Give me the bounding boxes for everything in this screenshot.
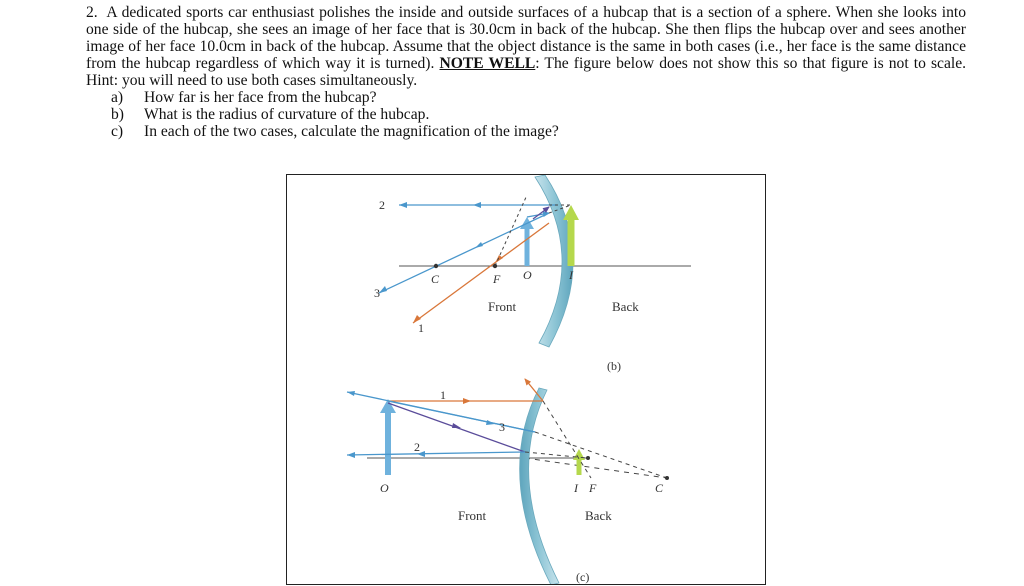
question-list — [86, 89, 966, 140]
panel-b-focal-point — [493, 264, 497, 268]
panel-c-label-o: O — [380, 481, 389, 495]
panel-b-ray-label-3: 3 — [374, 286, 380, 300]
panel-b-ray-2-arrow — [473, 202, 481, 208]
panel-b-caption: (b) — [607, 359, 621, 373]
panel-b-label-c: C — [431, 272, 440, 286]
question-label: a) — [111, 89, 124, 106]
panel-b-front-label: Front — [488, 299, 517, 314]
question-a — [86, 89, 966, 106]
panel-c-ray-1-arrow — [463, 398, 471, 404]
panel-c-label-c: C — [655, 481, 664, 495]
panel-c-ray-2-arrow — [452, 423, 461, 428]
panel-c-ray-2-arrow — [347, 452, 355, 458]
question-label: b) — [111, 106, 124, 123]
question-text: In each of the two cases, calculate the magnification of the image? — [144, 123, 559, 140]
panel-b-ray-label-2: 2 — [379, 198, 385, 212]
panel-b-ray-3-arrow — [379, 286, 387, 293]
panel-c-back-label: Back — [585, 508, 612, 523]
problem-intro-text: A dedicated sports car enthusiast polishes the inside and outside surfaces of a hubcap that is a section of a sphere. When she looks into one side of the hubcap, she sees an image of her face that is 30.0cm in back of the hubcap. She then flips the hubcap over and sees another image of her face 10.0cm in back of the hubcap. Assume that the object distance is the same in both cases (i.e., her face is the same distance from the hubcap regardless of which way it is turned). — [86, 4, 967, 72]
ray-diagram-svg — [287, 175, 766, 585]
problem-statement — [86, 4, 966, 140]
panel-b-ray-2-arrow — [399, 202, 407, 208]
panel-c-virtual-ray — [535, 432, 667, 478]
panel-b-center-point — [434, 264, 438, 268]
panel-b-ray-3-arrow — [475, 242, 483, 248]
panel-c-front-label: Front — [458, 508, 487, 523]
note-label: NOTE WELL — [439, 55, 536, 72]
ray-diagram-figure — [286, 174, 766, 585]
question-text: How far is her face from the hubcap? — [144, 89, 377, 106]
panel-b-label-i: I — [569, 268, 573, 282]
panel-c-ray-label-1: 1 — [440, 388, 446, 402]
panel-b-image-arrowhead — [563, 205, 579, 220]
question-label: c) — [111, 123, 124, 140]
panel-c-label-f: F — [589, 481, 597, 495]
panel-c-ray-label-3: 3 — [499, 420, 505, 434]
panel-b-label-o: O — [523, 268, 532, 282]
panel-b-label-f: F — [493, 272, 501, 286]
panel-c-axis-dashed — [525, 458, 667, 478]
question-c — [86, 123, 966, 140]
panel-c-virtual-ray — [543, 401, 591, 478]
panel-c-focal-point — [586, 456, 590, 460]
panel-b-ray-1-arrow — [495, 255, 503, 263]
question-text: What is the radius of curvature of the hubcap. — [144, 106, 430, 123]
problem-number: 2. — [86, 4, 98, 21]
panel-c-ray-label-2: 2 — [414, 440, 420, 454]
note-text: : The figure below does not show this so that figure is not to scale. Hint: you will need to use both cases simultaneously. — [86, 55, 967, 89]
panel-c-diagram — [347, 379, 669, 585]
panel-b-back-label: Back — [612, 299, 639, 314]
panel-c-label-i: I — [574, 481, 578, 495]
problem-intro — [86, 4, 966, 89]
panel-c-center-point — [665, 476, 669, 480]
panel-b-ray-label-1: 1 — [418, 321, 424, 335]
panel-b-concave-mirror — [535, 175, 573, 347]
panel-b-diagram — [374, 175, 691, 373]
panel-c-ray-2-reflected — [347, 452, 525, 455]
question-b — [86, 106, 966, 123]
panel-c-caption: (c) — [576, 570, 590, 584]
